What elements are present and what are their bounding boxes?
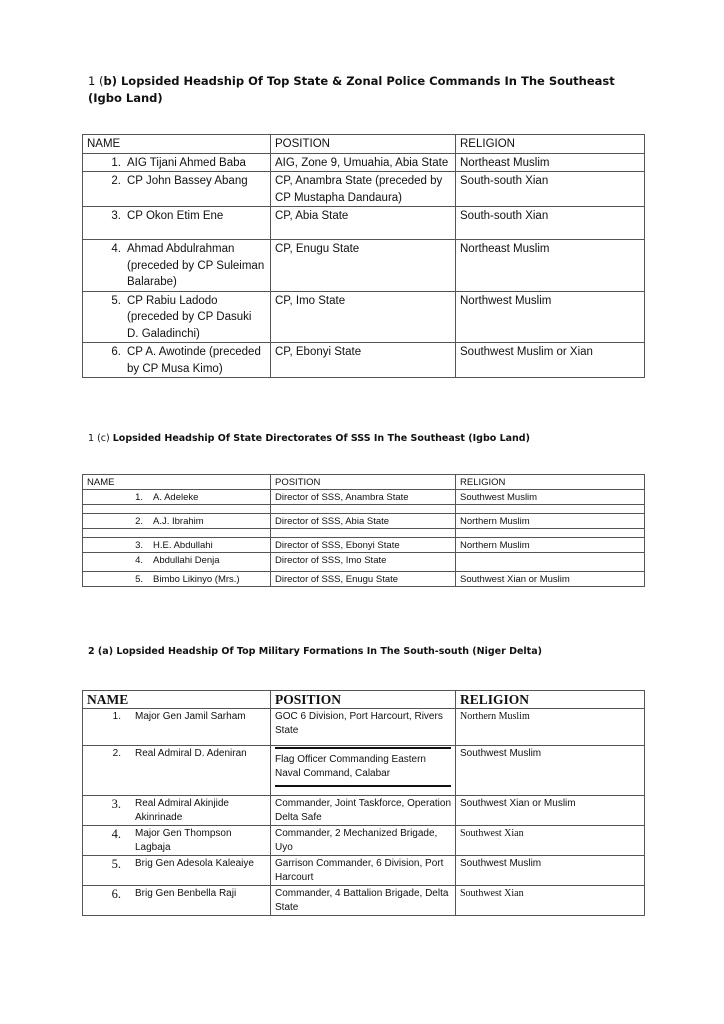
person-name: H.E. Abdullahi	[153, 540, 213, 551]
name-cell	[83, 553, 271, 572]
table-row	[83, 886, 645, 916]
position-cell: Commander, Joint Taskforce, Operation Delta Safe	[271, 796, 456, 826]
table-row	[83, 207, 645, 240]
name-cell	[83, 490, 271, 505]
person-name: Abdullahi Denja	[153, 555, 220, 566]
person-name: CP Rabiu Ladodo (preceded by CP Dasuki D. Galadinchi)	[127, 294, 252, 340]
row-number: 5.	[111, 294, 121, 307]
header-position: POSITION	[271, 691, 456, 709]
empty-row	[83, 505, 645, 514]
person-name: Real Admiral D. Adeniran	[135, 748, 247, 759]
person-name: AIG Tijani Ahmed Baba	[127, 156, 246, 169]
row-number: 3.	[135, 540, 143, 551]
name-cell	[83, 514, 271, 529]
row-number: 5.	[111, 857, 121, 871]
table-row	[83, 153, 645, 172]
person-name: Major Gen Thompson Lagbaja	[135, 828, 232, 853]
section-title: ) Lopsided Headship Of Top Military Formations In The South-south (Niger Delta)	[108, 646, 542, 657]
header-name: NAME	[83, 135, 271, 154]
position-cell: Garrison Commander, 6 Division, Port Harcourt	[271, 856, 456, 886]
religion-cell: Northern Muslim	[456, 538, 645, 553]
religion-cell	[456, 553, 645, 572]
position-text: Flag Officer Commanding Eastern Naval Command, Calabar	[275, 747, 451, 787]
name-cell	[83, 207, 271, 240]
table-header-row	[83, 475, 645, 490]
religion-cell: Northern Muslim	[456, 514, 645, 529]
person-name: CP A. Awotinde (preceded by CP Musa Kimo)	[127, 346, 261, 375]
section-number: 1 (c)	[88, 433, 113, 444]
header-name: NAME	[83, 691, 271, 709]
sss-directorates-table	[82, 474, 645, 587]
row-number: 2.	[112, 748, 121, 759]
table-row	[83, 343, 645, 378]
religion-cell: Southwest Muslim	[456, 856, 645, 886]
header-position: POSITION	[271, 475, 456, 490]
person-name: Real Admiral Akinjide Akinrinade	[135, 798, 229, 823]
section-title: ) Lopsided Headship Of Top State & Zonal Police Commands In The Southeast (Igbo Land)	[88, 74, 615, 105]
name-cell	[83, 172, 271, 207]
police-commands-table	[82, 134, 645, 378]
header-position: POSITION	[271, 135, 456, 154]
religion-cell: South-south Xian	[456, 207, 645, 240]
person-name: Major Gen Jamil Sarham	[135, 711, 246, 722]
position-cell: GOC 6 Division, Port Harcourt, Rivers State	[271, 709, 456, 746]
row-number: 2.	[135, 516, 143, 527]
table-header-row	[83, 691, 645, 709]
religion-cell: South-south Xian	[456, 172, 645, 207]
empty-row	[83, 529, 645, 538]
section-letter: b	[103, 74, 112, 88]
table-row	[83, 796, 645, 826]
religion-cell: Northern Muslim	[456, 709, 645, 746]
person-name: A.J. Ibrahim	[153, 516, 204, 527]
name-cell	[83, 746, 271, 796]
person-name: CP Okon Etim Ene	[127, 210, 224, 222]
religion-cell: Southwest Xian or Muslim	[456, 796, 645, 826]
table-row	[83, 538, 645, 553]
header-religion: RELIGION	[456, 135, 645, 154]
row-number: 4.	[111, 827, 121, 841]
position-cell: CP, Enugu State	[271, 240, 456, 292]
position-cell: Commander, 4 Battalion Brigade, Delta State	[271, 886, 456, 916]
person-name: Brig Gen Benbella Raji	[135, 888, 237, 899]
name-cell	[83, 572, 271, 587]
position-cell: Director of SSS, Enugu State	[271, 572, 456, 587]
position-cell: Commander, 2 Mechanized Brigade, Uyo	[271, 826, 456, 856]
table-row	[83, 240, 645, 292]
section-number: 2 (	[88, 646, 103, 657]
section-number: 1 (	[88, 74, 104, 88]
row-number: 6.	[111, 346, 121, 358]
row-number: 5.	[135, 574, 143, 585]
position-cell: Director of SSS, Abia State	[271, 514, 456, 529]
name-cell	[83, 826, 271, 856]
section-2a-heading	[88, 643, 648, 660]
position-cell: CP, Ebonyi State	[271, 343, 456, 378]
position-cell: Director of SSS, Imo State	[271, 553, 456, 572]
religion-cell: Southwest Xian or Muslim	[456, 572, 645, 587]
position-cell: CP, Anambra State (preceded by CP Mustapha Dandaura)	[271, 172, 456, 207]
religion-cell: Northeast Muslim	[456, 153, 645, 172]
name-cell	[83, 856, 271, 886]
name-cell	[83, 343, 271, 378]
row-number: 1.	[111, 156, 121, 169]
section-title: Lopsided Headship Of State Directorates Of SSS In The Southeast (Igbo Land)	[112, 433, 530, 444]
header-religion: RELIGION	[456, 691, 645, 709]
person-name: Bimbo Likinyo (Mrs.)	[153, 574, 240, 585]
religion-cell: Southwest Muslim	[456, 490, 645, 505]
name-cell	[83, 538, 271, 553]
name-cell	[83, 153, 271, 172]
section-1b-heading	[88, 73, 648, 107]
row-number: 3.	[111, 210, 121, 222]
table-row	[83, 572, 645, 587]
table-row	[83, 709, 645, 746]
name-cell	[83, 796, 271, 826]
position-cell	[271, 746, 456, 796]
military-formations-table	[82, 690, 645, 916]
religion-cell: Southwest Xian	[456, 826, 645, 856]
table-row	[83, 856, 645, 886]
row-number: 4.	[111, 243, 121, 255]
table-row	[83, 553, 645, 572]
name-cell	[83, 709, 271, 746]
table-header-row	[83, 135, 645, 154]
person-name: Brig Gen Adesola Kaleaiye	[135, 858, 254, 869]
religion-cell: Southwest Xian	[456, 886, 645, 916]
header-name: NAME	[83, 475, 271, 490]
religion-cell: Northwest Muslim	[456, 291, 645, 343]
religion-cell: Southwest Muslim or Xian	[456, 343, 645, 378]
religion-cell: Northeast Muslim	[456, 240, 645, 292]
table-row	[83, 172, 645, 207]
section-letter: a	[102, 646, 109, 657]
table-row	[83, 826, 645, 856]
position-cell: AIG, Zone 9, Umuahia, Abia State	[271, 153, 456, 172]
position-cell: Director of SSS, Anambra State	[271, 490, 456, 505]
row-number: 6.	[111, 887, 121, 901]
name-cell	[83, 886, 271, 916]
row-number: 2.	[111, 175, 121, 187]
name-cell	[83, 291, 271, 343]
section-1c-heading	[88, 430, 648, 447]
table-row	[83, 746, 645, 796]
table-row	[83, 291, 645, 343]
row-number: 3.	[111, 797, 121, 811]
person-name: CP John Bassey Abang	[127, 175, 248, 187]
position-cell: CP, Abia State	[271, 207, 456, 240]
table-row	[83, 514, 645, 529]
header-religion: RELIGION	[456, 475, 645, 490]
person-name: A. Adeleke	[153, 492, 199, 503]
row-number: 1.	[112, 711, 121, 722]
position-cell: Director of SSS, Ebonyi State	[271, 538, 456, 553]
name-cell	[83, 240, 271, 292]
row-number: 1.	[135, 492, 143, 503]
row-number: 4.	[135, 555, 143, 566]
table-row	[83, 490, 645, 505]
position-cell: CP, Imo State	[271, 291, 456, 343]
religion-cell: Southwest Muslim	[456, 746, 645, 796]
person-name: Ahmad Abdulrahman (preceded by CP Suleiman Balarabe)	[127, 243, 265, 288]
